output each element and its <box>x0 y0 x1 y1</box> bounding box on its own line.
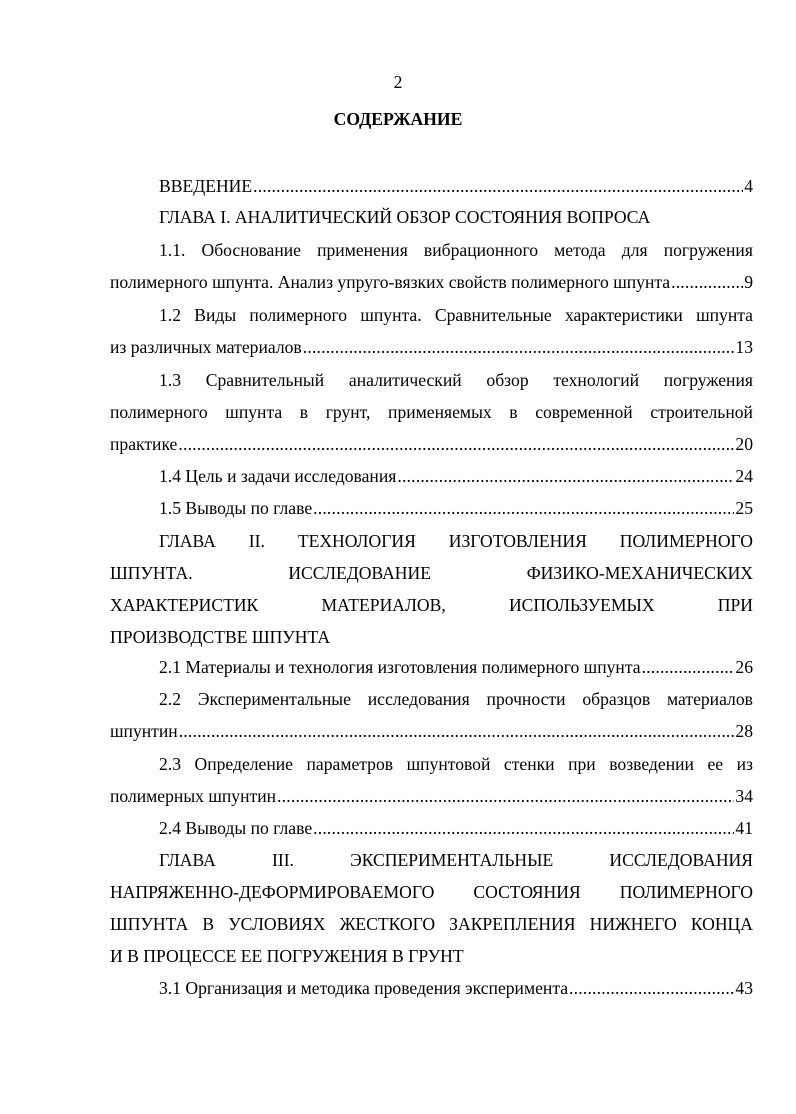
toc-entry-3-1[interactable]: 3.1 Организация и методика проведения эксперимента ..... 43 <box>159 977 753 999</box>
toc-entry-2-3-line1: 2.3 Определение параметров шпунтовой стенки при возведении ее из <box>159 754 753 774</box>
toc-entry-1-2-line1: 1.2 Виды полимерного шпунта. Сравнительные характеристики шпунта <box>159 305 753 325</box>
toc-chapter-3-heading-line3[interactable]: ШПУНТА В УСЛОВИЯХ ЖЕСТКОГО ЗАКРЕПЛЕНИЯ НИЖНЕГО КОНЦА <box>110 914 753 934</box>
toc-chapter-2-heading-line3[interactable]: ХАРАКТЕРИСТИК МАТЕРИАЛОВ, ИСПОЛЬЗУЕМЫХ ПРИ <box>110 595 753 615</box>
toc-chapter-3-heading-line2[interactable]: НАПРЯЖЕННО-ДЕФОРМИРОВАЕМОГО СОСТОЯНИЯ ПОЛИМЕРНОГО <box>110 882 753 902</box>
toc-entry-introduction[interactable]: ВВЕДЕНИЕ ..... 4 <box>159 175 753 197</box>
toc-chapter-2-heading-line1[interactable]: ГЛАВА II. ТЕХНОЛОГИЯ ИЗГОТОВЛЕНИЯ ПОЛИМЕРНОГО <box>159 531 753 551</box>
toc-entry-1-5[interactable]: 1.5 Выводы по главе ..... 25 <box>159 497 753 519</box>
toc-entry-2-3[interactable]: полимерных шпунтин ..... 34 <box>110 785 753 807</box>
toc-entry-2-4[interactable]: 2.4 Выводы по главе ..... 41 <box>159 817 753 839</box>
toc-chapter-2-heading-line2[interactable]: ШПУНТА. ИССЛЕДОВАНИЕ ФИЗИКО-МЕХАНИЧЕСКИХ <box>110 563 753 583</box>
toc-entry-2-1[interactable]: 2.1 Материалы и технология изготовления полимерного шпунта ..... 26 <box>159 656 753 678</box>
page-number: 2 <box>393 72 403 92</box>
toc-entry-1-1-line1: 1.1. Обоснование применения вибрационного метода для погружения <box>159 240 753 260</box>
toc-chapter-3-heading-line1[interactable]: ГЛАВА III. ЭКСПЕРИМЕНТАЛЬНЫЕ ИССЛЕДОВАНИЯ <box>159 850 753 870</box>
toc-entry-1-2[interactable]: из различных материалов ..... 13 <box>110 336 753 358</box>
toc-chapter-2-heading-line4[interactable]: ПРОИЗВОДСТВЕ ШПУНТА <box>110 627 331 647</box>
page-title: СОДЕРЖАНИЕ <box>333 109 463 129</box>
toc-entry-1-3[interactable]: практике ..... 20 <box>110 433 753 455</box>
toc-entry-1-1[interactable]: полимерного шпунта. Анализ упруго-вязких свойств полимерного шпунта ..... 9 <box>110 271 753 293</box>
toc-entry-1-3-line1: 1.3 Сравнительный аналитический обзор технологий погружения <box>159 370 753 390</box>
toc-entry-2-2[interactable]: шпунтин ..... 28 <box>110 720 753 742</box>
toc-chapter-3-heading-line4[interactable]: И В ПРОЦЕССЕ ЕЕ ПОГРУЖЕНИЯ В ГРУНТ <box>110 946 464 966</box>
toc-entry-1-3-line2: полимерного шпунта в грунт, применяемых в современной строительной <box>110 402 753 422</box>
toc-entry-2-2-line1: 2.2 Экспериментальные исследования прочности образцов материалов <box>159 689 753 709</box>
toc-entry-1-4[interactable]: 1.4 Цель и задачи исследования ..... 24 <box>159 465 753 487</box>
toc-chapter-1-heading[interactable]: ГЛАВА I. АНАЛИТИЧЕСКИЙ ОБЗОР СОСТОЯНИЯ ВОПРОСА <box>159 207 651 227</box>
